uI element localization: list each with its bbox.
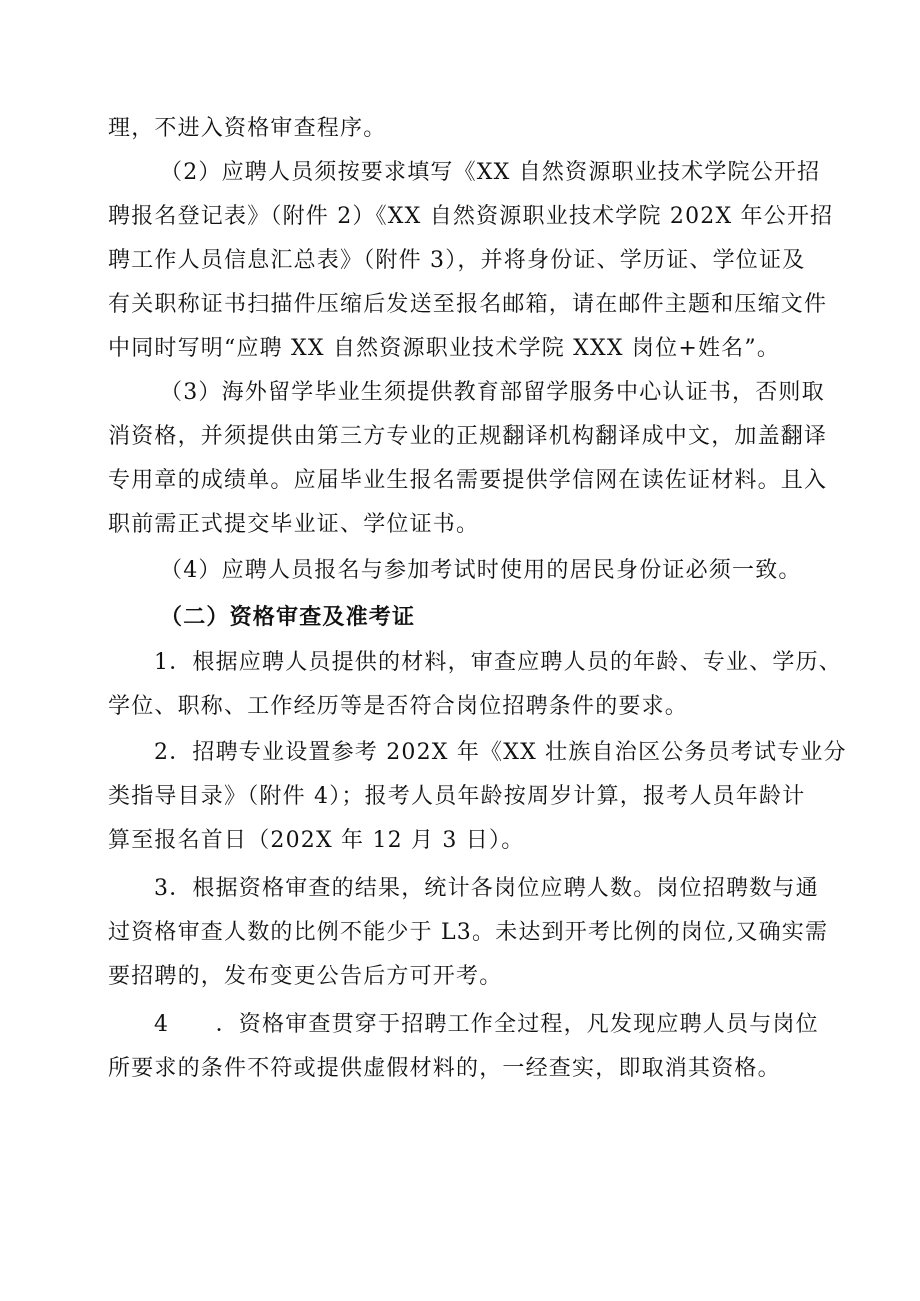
paragraph-line-4: 聘工作人员信息汇总表》（附件 3），并将身份证、学历证、学位证及 [108,248,806,273]
paragraph-line-20: 要招聘的，发布变更公告后方可开考。 [108,964,503,989]
paragraph-line-5: 有关职称证书扫描件压缩后发送至报名邮箱，请在邮件主题和压缩文件 [108,292,828,317]
paragraph-line-2: （2）应聘人员须按要求填写《XX 自然资源职业技术学院公开招 [160,160,821,185]
paragraph-line-9: 专用章的成绩单。应届毕业生报名需要提供学信网在读佐证材料。且入 [108,468,828,493]
paragraph-line-13: 1．根据应聘人员提供的材料，审查应聘人员的年龄、专业、学历、 [154,650,842,675]
paragraph-line-1: 理，不进入资格审查程序。 [108,116,387,141]
paragraph-line-19: 过资格审查人数的比例不能少于 L3。未达到开考比例的岗位,又确实需 [108,920,829,945]
paragraph-line-14: 学位、职称、工作经历等是否符合岗位招聘条件的要求。 [108,694,689,719]
paragraph-line-15: 2．招聘专业设置参考 202X 年《XX 壮族自治区公务员考试专业分 [154,740,847,765]
paragraph-line-6: 中同时写明“应聘 XX 自然资源职业技术学院 XXX 岗位+姓名”。 [108,336,781,361]
paragraph-line-16: 类指导目录》（附件 4）；报考人员年龄按周岁计算，报考人员年龄计 [108,784,806,809]
paragraph-line-17: 算至报名首日（202X 年 12 月 3 日）。 [108,828,525,853]
paragraph-line-8: 消资格，并须提供由第三方专业的正规翻译机构翻译成中文，加盖翻译 [108,424,828,449]
paragraph-line-18: 3．根据资格审查的结果，统计各岗位应聘人数。岗位招聘数与通 [154,876,819,901]
paragraph-line-7: （3）海外留学毕业生须提供教育部留学服务中心认证书，否则取 [160,380,825,405]
paragraph-line-11: （4）应聘人员报名与参加考试时使用的居民身份证必须一致。 [160,558,802,583]
paragraph-line-3: 聘报名登记表》（附件 2）《XX 自然资源职业技术学院 202X 年公开招 [108,204,834,229]
paragraph-line-21: 4 ．资格审查贯穿于招聘工作全过程，凡发现应聘人员与岗位 [154,1012,819,1037]
paragraph-line-10: 职前需正式提交毕业证、学位证书。 [108,512,480,537]
paragraph-line-22: 所要求的条件不符或提供虚假材料的，一经查实，即取消其资格。 [108,1056,781,1081]
section-heading: （二）资格审查及准考证 [160,604,416,630]
